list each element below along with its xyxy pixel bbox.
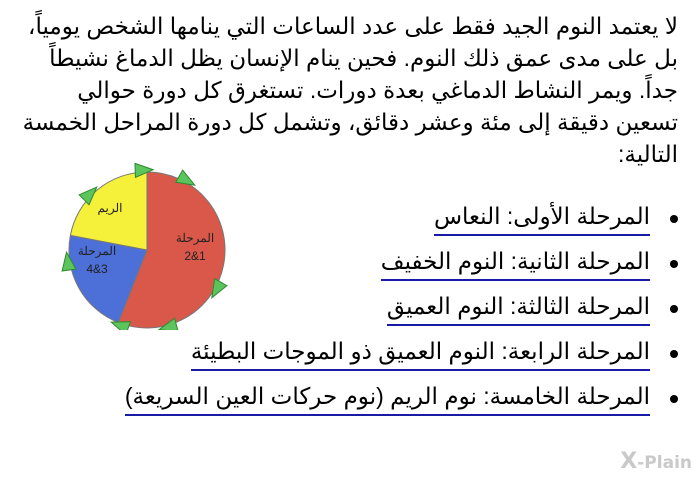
bullet-icon [670,305,678,313]
stage-2-link[interactable]: المرحلة الثانية: النوم الخفيف [381,245,650,281]
list-item [78,200,678,245]
cycle-segment-label: المرحلة [175,231,215,245]
bullet-icon [670,350,678,358]
bullet-icon [670,215,678,223]
x-plain-logo: X-Plain [620,449,692,474]
list-item [78,245,678,290]
stage-1-link[interactable]: المرحلة الأولى: النعاس [434,200,650,236]
cycle-segment-sublabel: 4&3 [86,262,108,276]
bullet-icon [670,260,678,268]
cycle-segment-label: المرحلة [77,244,117,258]
list-item [78,380,678,425]
list-item [78,335,678,380]
stage-3-link[interactable]: المرحلة الثالثة: النوم العميق [387,290,650,326]
cycle-segment-label: الريم [97,201,123,215]
list-item [78,290,678,335]
cycle-segment-sublabel: 2&1 [184,249,206,263]
stage-5-link[interactable]: المرحلة الخامسة: نوم الريم (نوم حركات العين السريعة) [125,380,650,416]
stage-4-link[interactable]: المرحلة الرابعة: النوم العميق ذو الموجات البطيئة [191,335,650,371]
stages-list [78,200,678,425]
bullet-icon [670,395,678,403]
intro-paragraph: لا يعتمد النوم الجيد فقط على عدد الساعات التي ينامها الشخص يومياً، بل على مدى عمق ذلك النوم. فحين ينام الإنسان يظل الدماغ نشيطاً جداً. ويمر النشاط الدماغي بعدة دورات. تستغرق كل دورة حوالي تسعين دقيقة إلى مئة وعشر دقائق، وتشمل كل دورة المراحل الخمسة التالية: [22,13,678,167]
